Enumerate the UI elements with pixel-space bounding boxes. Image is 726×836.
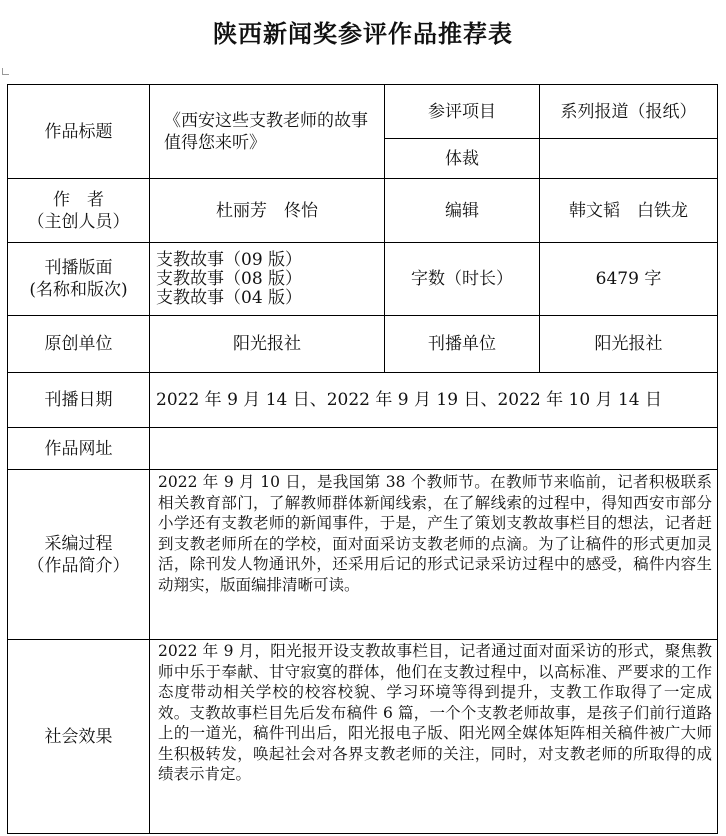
margin-marker — [2, 68, 9, 75]
origin-unit-value: 阳光报社 — [150, 316, 385, 373]
layout-value-1: 支教故事（09 版） — [156, 249, 303, 270]
publish-date-value: 2022 年 9 月 14 日、2022 年 9 月 19 日、2022 年 10 月 14 日 — [150, 373, 718, 428]
row-url — [8, 428, 718, 470]
category-label: 参评项目 — [385, 85, 540, 139]
wordcount-value: 6479 字 — [540, 243, 718, 316]
publish-unit-value: 阳光报社 — [540, 316, 718, 373]
origin-unit-label: 原创单位 — [8, 316, 150, 373]
row-author — [8, 179, 718, 243]
author-label-line1: 作 者 — [53, 189, 104, 210]
author-label-line2: （主创人员） — [27, 211, 130, 232]
document-title: 陕西新闻奖参评作品推荐表 — [213, 20, 513, 48]
layout-label-line2: (名称和版次) — [29, 280, 128, 300]
row-process — [8, 470, 718, 640]
url-value — [150, 428, 718, 470]
editor-label: 编辑 — [385, 179, 540, 243]
process-text: 2022 年 9 月 10 日，是我国第 38 个教师节。在教师节来临前，记者积极联系相关教育部门，了解教师群体新闻线索，在了解线索的过程中，得知西安市部分小学还有支教老师的新闻事件，于是，产生了策划支教故事栏目的想法，记者赶到支教老师所在的学校，面对面采访支教老师的点滴。为了让稿件的形式更加灵活，除刊发人物通讯外，还采用后记的形式记录采访过程中的感受，稿件内容生动翔实，版面编排清晰可读。 — [150, 470, 718, 640]
editor-value: 韩文韬 白铁龙 — [540, 179, 718, 243]
category-value: 系列报道（报纸） — [540, 85, 718, 139]
row-units — [8, 316, 718, 373]
layout-label — [8, 243, 150, 316]
process-label — [8, 470, 150, 640]
effect-text: 2022 年 9 月，阳光报开设支教故事栏目，记者通过面对面采访的形式，聚焦教师中乐于奉献、甘守寂寞的群体，他们在支教过程中，以高标准、严要求的工作态度带动相关学校的校容校貌、学习环境等得到提升，支教工作取得了一定成效。支教故事栏目先后发布稿件 6 篇，一个个支教老师故事，是孩子们前行道路上的一道光，稿件刊出后，阳光报电子版、阳光网全媒体矩阵相关稿件被广大师生积极转发，唤起社会对各界支教老师的关注，同时，对支教老师的所取得的成绩表示肯定。 — [150, 640, 718, 834]
process-label-line2: （作品简介） — [27, 555, 130, 576]
publish-date-label: 刊播日期 — [8, 373, 150, 428]
layout-values — [150, 243, 385, 316]
url-label: 作品网址 — [8, 428, 150, 470]
genre-label: 体裁 — [385, 139, 540, 179]
layout-value-3: 支教故事（04 版） — [156, 287, 303, 308]
genre-value — [540, 139, 718, 179]
row-work-title — [8, 85, 718, 139]
work-title-label: 作品标题 — [8, 85, 150, 179]
layout-label-line1: 刊播版面 — [44, 258, 113, 278]
process-label-line1: 采编过程 — [44, 533, 113, 554]
wordcount-label: 字数（时长） — [385, 243, 540, 316]
layout-value-2: 支教故事（08 版） — [156, 268, 303, 289]
author-label — [8, 179, 150, 243]
author-value: 杜丽芳 佟怡 — [150, 179, 385, 243]
work-title-value: 《西安这些支教老师的故事值得您来听》 — [150, 85, 385, 179]
row-publish-date — [8, 373, 718, 428]
publish-unit-label: 刊播单位 — [385, 316, 540, 373]
recommendation-form-table — [7, 84, 718, 834]
row-effect — [8, 640, 718, 834]
effect-label: 社会效果 — [8, 640, 150, 834]
row-layout — [8, 243, 718, 316]
